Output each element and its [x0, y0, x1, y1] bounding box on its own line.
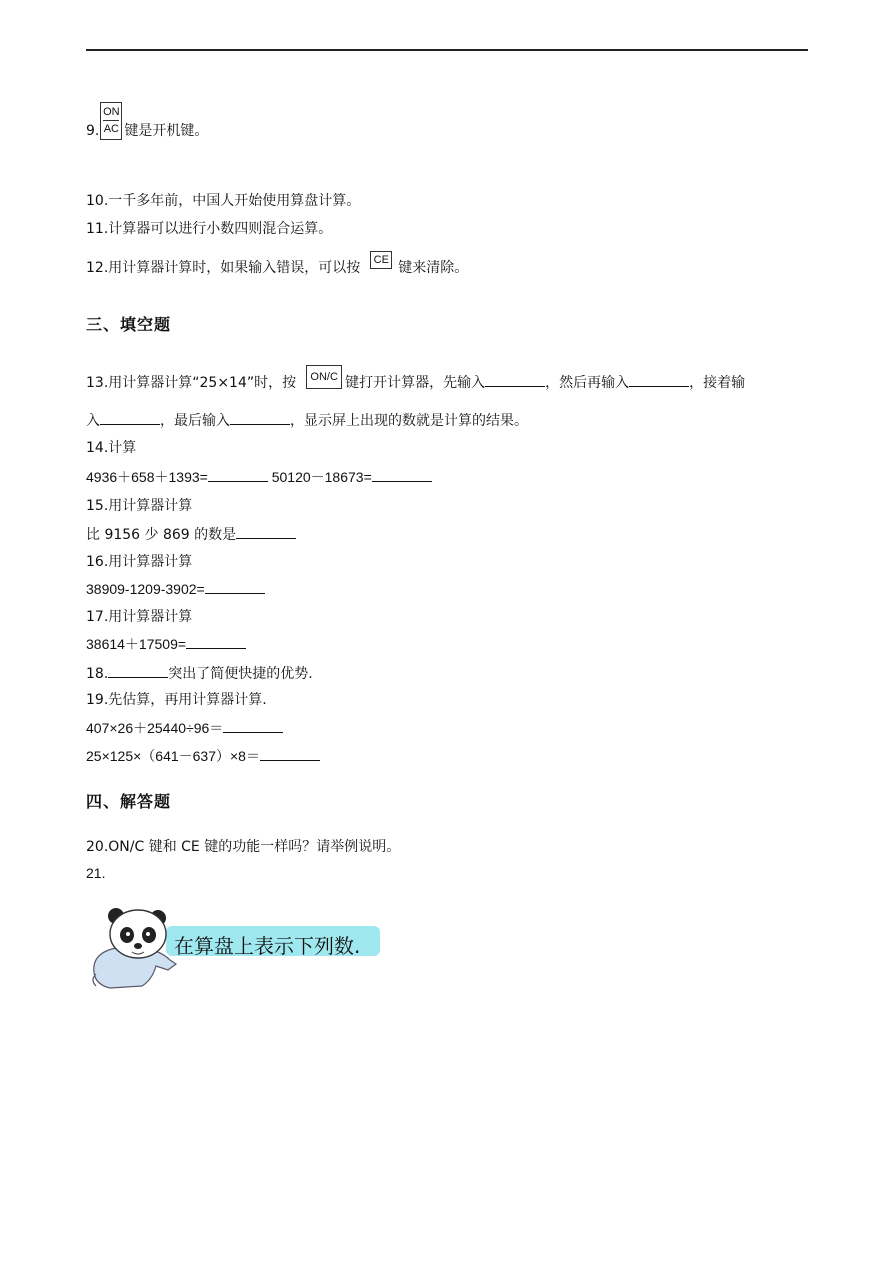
question-12 — [86, 254, 469, 278]
question-16-title: 16.用计算器计算 — [86, 554, 193, 570]
question-17-title: 17.用计算器计算 — [86, 609, 193, 625]
question-13-line2: 入 ，最后输入 ，显示屏上出现的数就是计算的结果。 — [86, 410, 528, 431]
section-answer-title: 四、解答题 — [86, 792, 172, 811]
header-rule — [86, 49, 808, 51]
answer-blank[interactable] — [485, 372, 545, 387]
question-10: 10.一千多年前，中国人开始使用算盘计算。 — [86, 193, 361, 209]
question-19-expr2: 25×125×（641－637）×8＝ — [86, 746, 320, 766]
question-15-text: 比 9156 少 869 的数是 — [86, 524, 296, 545]
answer-blank[interactable] — [372, 467, 432, 482]
question-20: 20.ON/C 键和 CE 键的功能一样吗？请举例说明。 — [86, 839, 401, 855]
answer-blank[interactable] — [100, 410, 160, 425]
question-18: 18. 突出了简便快捷的优势. — [86, 663, 313, 684]
answer-blank[interactable] — [230, 410, 290, 425]
question-21-number: 21. — [86, 865, 106, 881]
question-11: 11.计算器可以进行小数四则混合运算。 — [86, 221, 333, 237]
question-14-title: 14.计算 — [86, 440, 137, 456]
question-17-expr: 38614＋17509= — [86, 634, 246, 654]
question-15-title: 15.用计算器计算 — [86, 498, 193, 514]
on-ac-key-icon: $\frac{ON}{AC}$ — [100, 102, 122, 140]
answer-blank[interactable] — [108, 663, 168, 678]
panda-illustration — [86, 904, 386, 994]
answer-blank[interactable] — [260, 746, 320, 761]
question-16-expr: 38909-1209-3902= — [86, 579, 265, 599]
q9-number: 9. — [86, 123, 100, 139]
question-14-exprs: 4936＋658＋1393= 50120－18673= — [86, 467, 432, 487]
on-c-key-icon: ON/C — [306, 365, 342, 389]
answer-blank[interactable] — [186, 634, 246, 649]
question-19-expr1: 407×26＋25440÷96＝ — [86, 718, 283, 738]
q9-text: 键是开机键。 — [124, 123, 209, 139]
answer-blank[interactable] — [236, 524, 296, 539]
q12-text-post: 键来清除。 — [398, 260, 469, 276]
question-19-title: 19.先估算，再用计算器计算. — [86, 692, 267, 708]
ce-key-icon: CE — [370, 251, 392, 269]
answer-blank[interactable] — [223, 718, 283, 733]
answer-blank[interactable] — [205, 579, 265, 594]
section-fill-in-title: 三、填空题 — [86, 315, 172, 334]
q12-text-pre: 12.用计算器计算时，如果输入错误，可以按 — [86, 260, 361, 276]
question-9 — [86, 106, 209, 150]
answer-blank[interactable] — [629, 372, 689, 387]
question-13-line1: 13.用计算器计算“25×14”时，按 ON/C 键打开计算器，先输入 ，然后再输入 ，接着输 — [86, 371, 745, 395]
answer-blank[interactable] — [208, 467, 268, 482]
bubble-text: 在算盘上表示下列数. — [174, 934, 361, 958]
